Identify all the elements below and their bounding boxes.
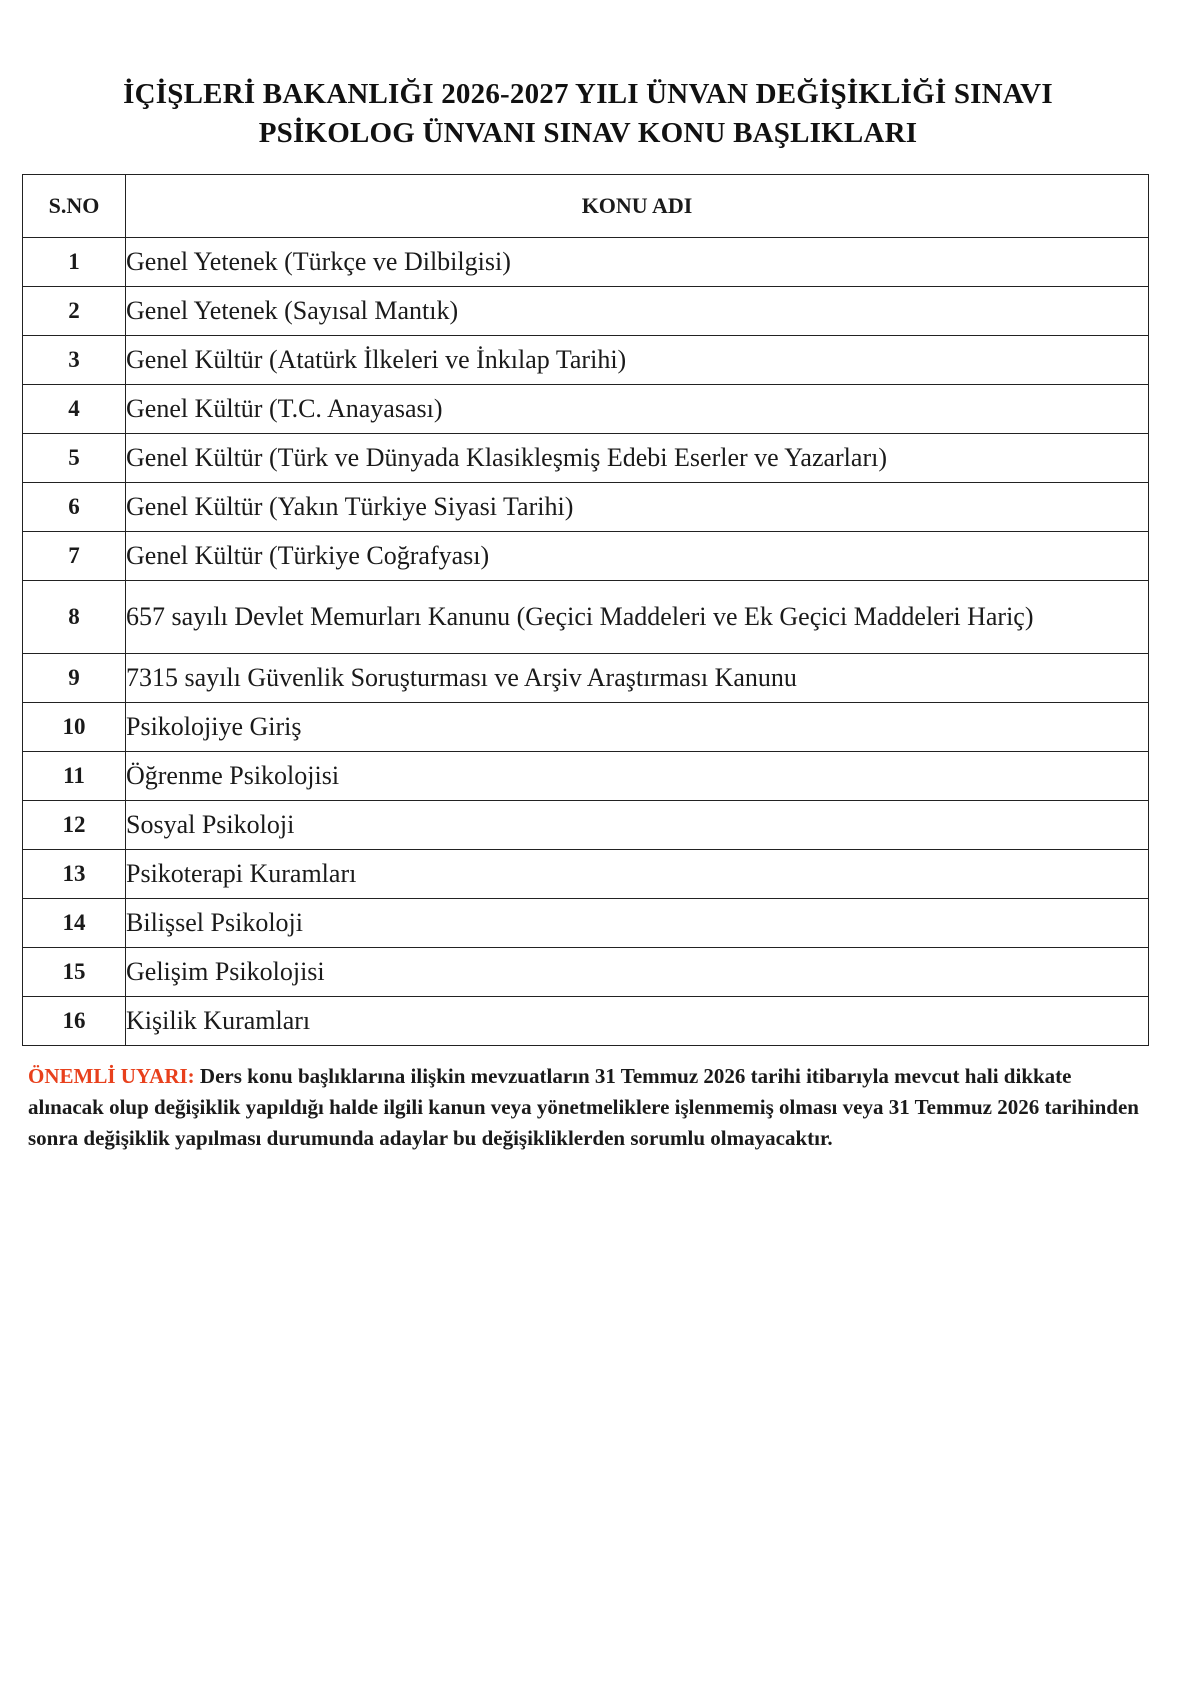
table-row (23, 703, 1149, 752)
topic-name: Genel Kültür (T.C. Anayasası) (126, 385, 1149, 434)
topic-name: Sosyal Psikoloji (126, 801, 1149, 850)
row-number: 9 (23, 654, 126, 703)
topic-name: Gelişim Psikolojisi (126, 948, 1149, 997)
topic-name: Genel Kültür (Atatürk İlkeleri ve İnkılap Tarihi) (126, 336, 1149, 385)
topic-name: Psikoterapi Kuramları (126, 850, 1149, 899)
row-number: 14 (23, 899, 126, 948)
table-row (23, 434, 1149, 483)
row-number: 3 (23, 336, 126, 385)
column-header-name: KONU ADI (126, 175, 1149, 238)
row-number: 16 (23, 997, 126, 1046)
topic-name: Genel Yetenek (Türkçe ve Dilbilgisi) (126, 238, 1149, 287)
table-row (23, 532, 1149, 581)
table-row (23, 997, 1149, 1046)
topic-name: Kişilik Kuramları (126, 997, 1149, 1046)
table-body (23, 238, 1149, 1046)
row-number: 4 (23, 385, 126, 434)
row-number: 2 (23, 287, 126, 336)
row-number: 10 (23, 703, 126, 752)
table-row (23, 287, 1149, 336)
row-number: 1 (23, 238, 126, 287)
table-row (23, 948, 1149, 997)
table-row (23, 483, 1149, 532)
row-number: 15 (23, 948, 126, 997)
document-subtitle: PSİKOLOG ÜNVANI SINAV KONU BAŞLIKLARI (258, 117, 918, 149)
row-number: 5 (23, 434, 126, 483)
row-number: 7 (23, 532, 126, 581)
column-header-no: S.NO (23, 175, 126, 238)
document-title: İÇİŞLERİ BAKANLIĞI 2026-2027 YILI ÜNVAN DEĞİŞİKLİĞİ SINAVI (123, 78, 1053, 110)
topic-name: Öğrenme Psikolojisi (126, 752, 1149, 801)
warning-text: Ders konu başlıklarına ilişkin mevzuatların 31 Temmuz 2026 tarihi itibarıyla mevcut hali dikkate alınacak olup değişiklik yapıldığı halde ilgili kanun veya yönetmeliklere işlenmemiş olması veya 31 Temmuz 2026 tarihinden sonra değişiklik yapılması durumunda adaylar bu değişikliklerden sorumlu olmayacaktır. (28, 1064, 1139, 1150)
topic-name: 7315 sayılı Güvenlik Soruşturması ve Arşiv Araştırması Kanunu (126, 654, 1149, 703)
important-warning (28, 1061, 1148, 1154)
row-number: 6 (23, 483, 126, 532)
topic-name: 657 sayılı Devlet Memurları Kanunu (Geçici Maddeleri ve Ek Geçici Maddeleri Hariç) (126, 581, 1149, 654)
topic-name: Psikolojiye Giriş (126, 703, 1149, 752)
row-number: 12 (23, 801, 126, 850)
topic-name: Genel Yetenek (Sayısal Mantık) (126, 287, 1149, 336)
topic-name: Genel Kültür (Türkiye Coğrafyası) (126, 532, 1149, 581)
table-row (23, 654, 1149, 703)
topic-name: Genel Kültür (Yakın Türkiye Siyasi Tarihi) (126, 483, 1149, 532)
table-row (23, 385, 1149, 434)
row-number: 11 (23, 752, 126, 801)
table-row (23, 801, 1149, 850)
table-row (23, 238, 1149, 287)
table-row (23, 752, 1149, 801)
topic-name: Genel Kültür (Türk ve Dünyada Klasikleşmiş Edebi Eserler ve Yazarları) (126, 434, 1149, 483)
table-row (23, 850, 1149, 899)
row-number: 8 (23, 581, 126, 654)
row-number: 13 (23, 850, 126, 899)
warning-lead: ÖNEMLİ UYARI: (28, 1064, 195, 1088)
table-header-row (23, 175, 1149, 238)
table-row (23, 581, 1149, 654)
table-row (23, 899, 1149, 948)
topic-name: Bilişsel Psikoloji (126, 899, 1149, 948)
table-row (23, 336, 1149, 385)
topics-table (22, 174, 1149, 1046)
